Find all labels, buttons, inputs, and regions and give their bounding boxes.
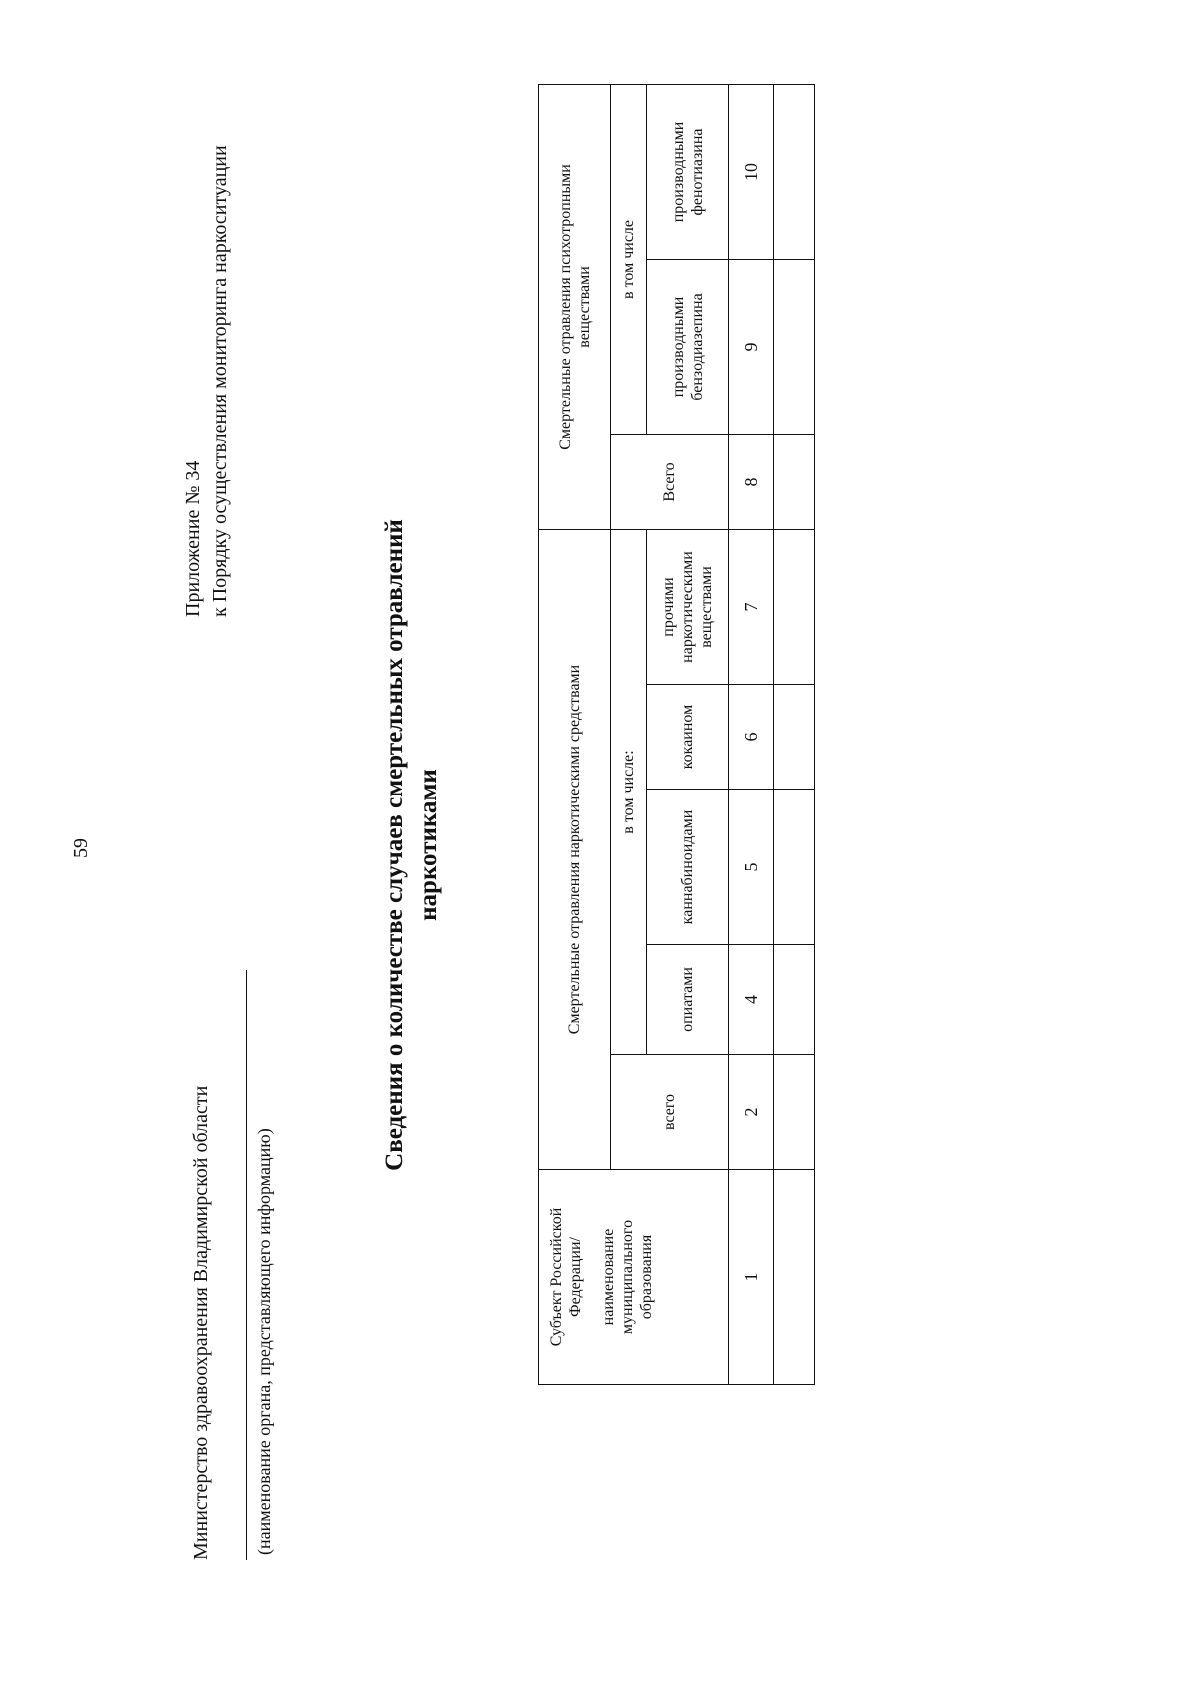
header-benzodiazepine-line-1: производными [669, 296, 687, 398]
column-number: 5 [729, 790, 774, 945]
data-cell[interactable] [774, 529, 815, 684]
data-cell[interactable] [774, 1055, 815, 1170]
title-line-1: Сведения о количестве случаев смертельных отравлений [381, 519, 408, 1171]
header-phenothiazine-line-2: фенотиазина [688, 128, 706, 216]
header-phenothiazine [647, 84, 729, 259]
column-number: 2 [729, 1055, 774, 1170]
header-benzodiazepine-line-2: бензодиазепина [688, 293, 706, 401]
column-number: 7 [729, 529, 774, 684]
column-number: 8 [729, 434, 774, 529]
header-cannabinoids: каннабиноидами [647, 790, 729, 945]
header-psychotropic-line-2: веществами [575, 266, 593, 348]
organization-caption: (наименование органа, представляющего информацию) [254, 1128, 274, 1555]
header-subject [539, 1170, 729, 1385]
column-number: 10 [729, 84, 774, 259]
header-psychotropic-line-1: Смертельные отравления психотропными [556, 164, 574, 450]
column-number: 6 [729, 685, 774, 790]
page-number: 59 [70, 838, 92, 858]
appendix-line-2: к Порядку осуществления мониторинга наркоситуации [209, 145, 231, 617]
column-number: 1 [729, 1170, 774, 1385]
column-number: 4 [729, 945, 774, 1055]
data-cell[interactable] [774, 685, 815, 790]
data-cell[interactable] [774, 434, 815, 529]
header-subject-line-2: наименование муниципального [600, 1219, 636, 1335]
header-narcotic-including: в том числе: [611, 529, 647, 1054]
header-cocaine: кокаином [647, 685, 729, 790]
header-phenothiazine-line-1: производными [669, 121, 687, 223]
header-other-line-2: наркотическими [679, 551, 696, 663]
column-number: 9 [729, 259, 774, 434]
data-cell[interactable] [774, 1170, 815, 1385]
appendix-note [180, 145, 234, 617]
data-cell[interactable] [774, 259, 815, 434]
column-number-row [729, 84, 774, 1384]
header-other-narcotics [647, 529, 729, 684]
header-narcotic-total: всего [611, 1055, 729, 1170]
header-opiates: опиатами [647, 945, 729, 1055]
header-narcotic-group: Смертельные отравления наркотическими средствами [539, 529, 611, 1169]
header-other-line-3: веществами [698, 566, 715, 648]
organization-underline [246, 970, 247, 1560]
header-psychotropic-total: Всего [611, 434, 729, 529]
header-psychotropic-group [539, 84, 611, 529]
data-cell[interactable] [774, 945, 815, 1055]
header-benzodiazepine [647, 259, 729, 434]
data-cell[interactable] [774, 790, 815, 945]
organization-name: Министерство здравоохранения Владимирской области [190, 1085, 212, 1560]
header-other-line-1: прочими [660, 577, 677, 637]
report-table [538, 84, 815, 1385]
document-title [378, 295, 446, 1395]
header-subject-line-3: образования [638, 1234, 655, 1320]
appendix-line-1: Приложение № 34 [182, 460, 204, 617]
data-cell[interactable] [774, 84, 815, 259]
header-psychotropic-including: в том числе [611, 84, 647, 434]
header-subject-line-1: Субъект Российской Федерации/ [548, 1207, 584, 1347]
title-line-2: наркотиками [415, 769, 442, 921]
data-row [774, 84, 815, 1384]
